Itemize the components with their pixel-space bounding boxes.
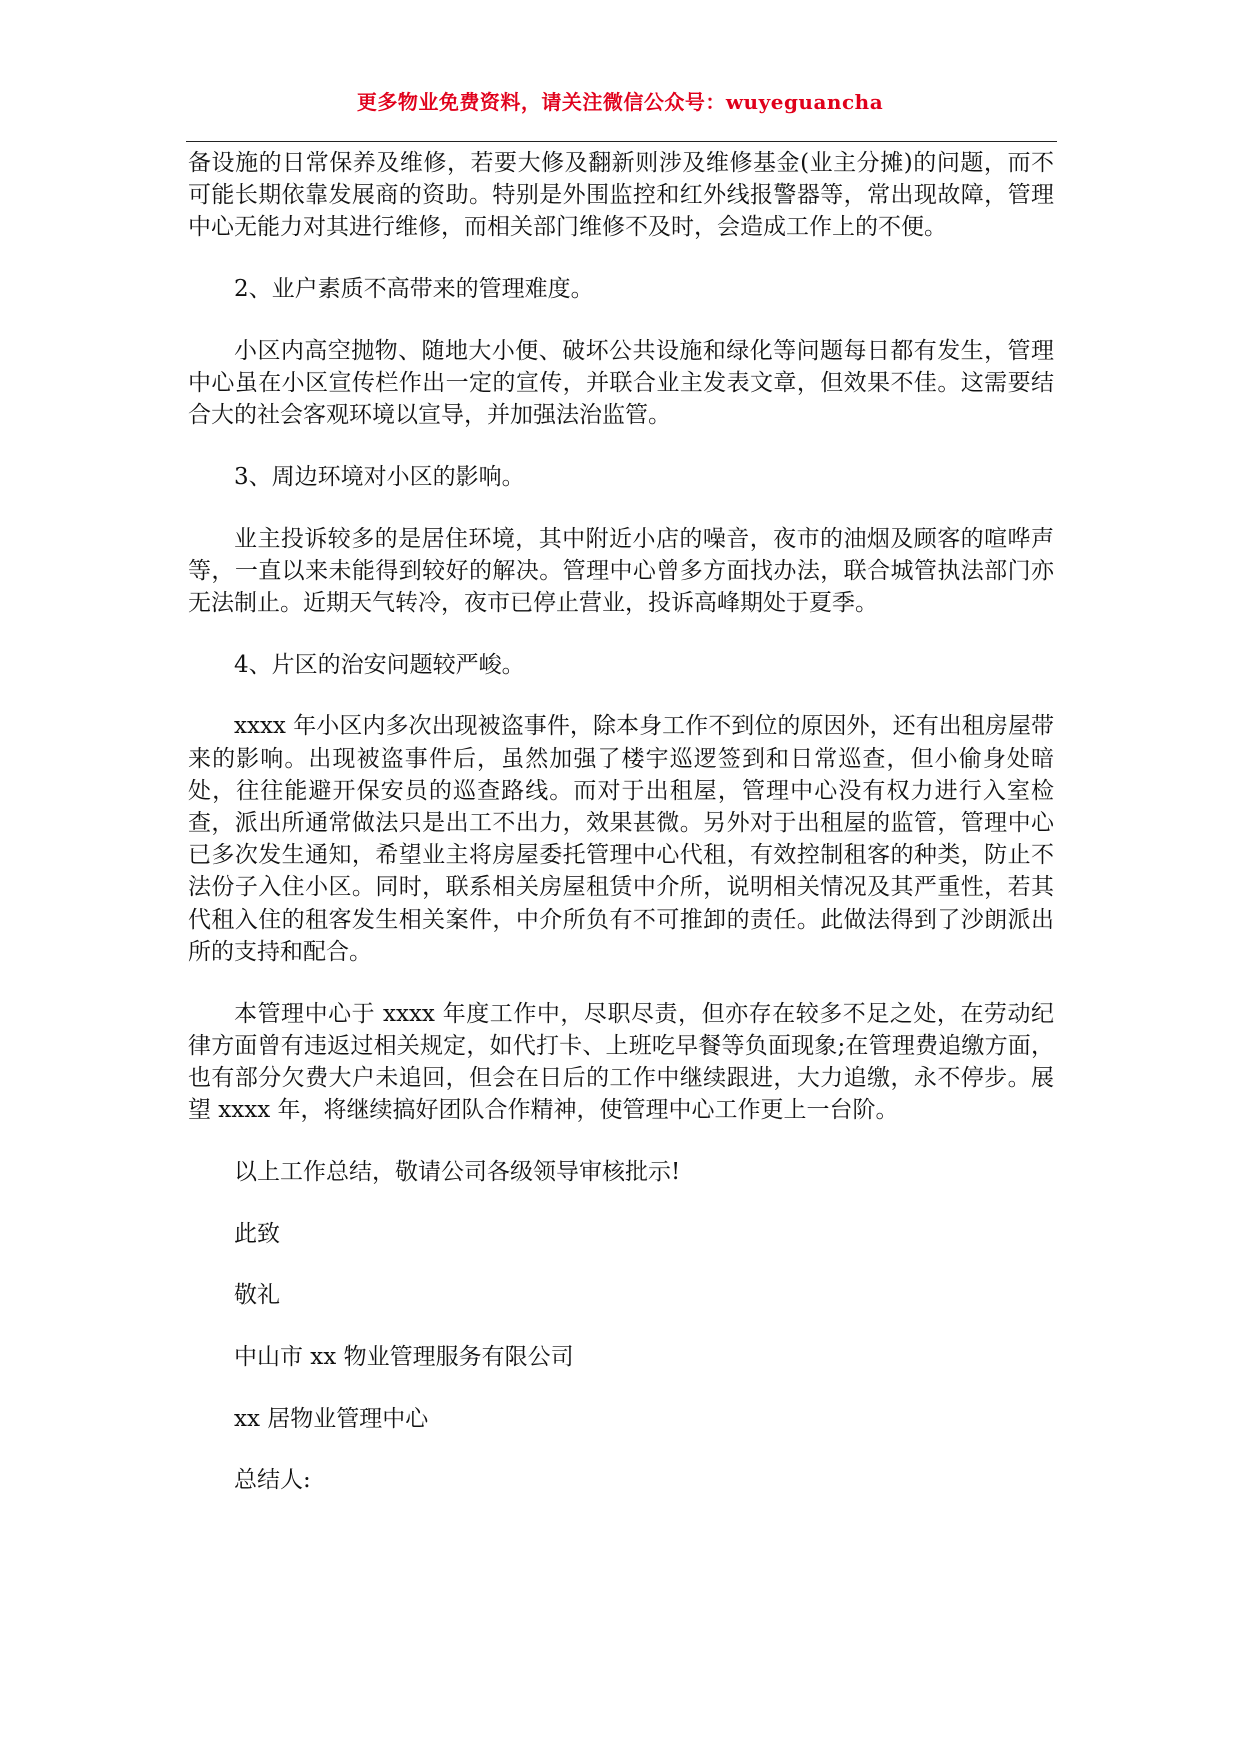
header-divider bbox=[186, 141, 1057, 142]
signature-department: xx 居物业管理中心 bbox=[234, 1405, 429, 1432]
paragraph-owner-quality: 小区内高空抛物、随地大小便、破坏公共设施和绿化等问题每日都有发生，管理中心虽在小区宣传栏作出一定的宣传，并联合业主发表文章，但效果不佳。这需要结合大的社会客观环境以宣导，并加强法治监管。 bbox=[188, 337, 1054, 429]
paragraph-summary: 本管理中心于 xxxx 年度工作中，尽职尽责，但亦存在较多不足之处，在劳动纪律方面曾有违返过相关规定，如代打卡、上班吃早餐等负面现象;在管理费追缴方面，也有部分欠费大户未追回，但会在日后的工作中继续跟进，大力追缴，永不停步。展望 xxxx 年，将继续搞好团队合作精神，使管理中心工作更上一台阶。 bbox=[188, 1000, 1054, 1124]
signature-company: 中山市 xx 物业管理服务有限公司 bbox=[234, 1343, 574, 1370]
closing-salutation: 此致 bbox=[234, 1220, 280, 1247]
header-banner: 更多物业免费资料，请关注微信公众号：wuyeguancha bbox=[356, 90, 884, 114]
document-body bbox=[188, 147, 1054, 1526]
heading-surroundings: 3、周边环境对小区的影响。 bbox=[234, 463, 525, 490]
paragraph-security: xxxx 年小区内多次出现被盗事件，除本身工作不到位的原因外，还有出租房屋带来的影响。出现被盗事件后，虽然加强了楼宇巡逻签到和日常巡查，但小偷身处暗处，往往能避开保安员的巡查路线。而对于出租屋，管理中心没有权力进行入室检查，派出所通常做法只是出工不出力，效果甚微。另外对于出租屋的监管，管理中心已多次发生通知，希望业主将房屋委托管理中心代租，有效控制租客的种类，防止不法份子入住小区。同时，联系相关房屋租赁中介所，说明相关情况及其严重性，若其代租入住的租客发生相关案件，中介所负有不可推卸的责任。此做法得到了沙朗派出所的支持和配合。 bbox=[188, 713, 1054, 965]
heading-security: 4、片区的治安问题较严峻。 bbox=[234, 651, 525, 678]
heading-owner-quality: 2、业户素质不高带来的管理难度。 bbox=[234, 276, 594, 303]
paragraph-surroundings: 业主投诉较多的是居住环境，其中附近小店的噪音，夜市的油烟及顾客的喧哗声等，一直以来未能得到较好的解决。管理中心曾多方面找办法，联合城管执法部门亦无法制止。近期天气转冷，夜市已停止营业，投诉高峰期处于夏季。 bbox=[188, 525, 1054, 617]
signature-author: 总结人: bbox=[234, 1467, 311, 1494]
paragraph-maintenance-issue: 备设施的日常保养及维修，若要大修及翻新则涉及维修基金(业主分摊)的问题，而不可能长期依靠发展商的资助。特别是外围监控和红外线报警器等，常出现故障，管理中心无能力对其进行维修，而相关部门维修不及时，会造成工作上的不便。 bbox=[188, 150, 1054, 241]
closing-regards: 敬礼 bbox=[234, 1282, 280, 1309]
paragraph-request-review: 以上工作总结，敬请公司各级领导审核批示! bbox=[234, 1158, 681, 1185]
